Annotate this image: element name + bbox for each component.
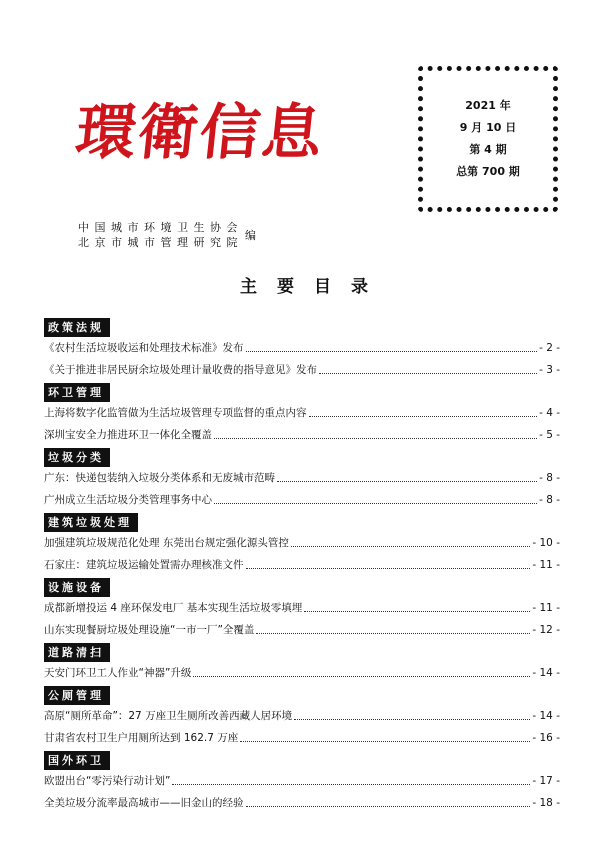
leader-dots (246, 568, 531, 569)
section-heading: 国外环卫 (44, 751, 110, 770)
toc-entry[interactable] (44, 770, 560, 792)
toc-section (44, 511, 560, 576)
leader-dots (256, 633, 530, 634)
toc-entry-title: 广州成立生活垃圾分类管理事务中心 (44, 494, 212, 506)
leader-dots (291, 546, 531, 547)
toc-entry[interactable] (44, 705, 560, 727)
toc-entry-page: - 17 - (532, 775, 560, 787)
leader-dots (246, 806, 531, 807)
editor-mark: 编 (245, 229, 256, 242)
section-heading: 建筑垃圾处理 (44, 513, 138, 532)
toc-section (44, 641, 560, 684)
toc-entry-page: - 3 - (539, 364, 560, 376)
toc-entry[interactable] (44, 424, 560, 446)
editors (78, 218, 256, 252)
issue-date: 9 月 10 日 (459, 121, 517, 134)
section-heading: 垃圾分类 (44, 448, 110, 467)
toc-entry[interactable] (44, 402, 560, 424)
editor-org-2: 北京市城市管理研究院 (78, 236, 243, 249)
toc-entry-page: - 12 - (532, 624, 560, 636)
toc-entry[interactable] (44, 532, 560, 554)
toc-section (44, 446, 560, 511)
leader-dots (294, 719, 530, 720)
leader-dots (277, 481, 537, 482)
toc-entry-page: - 2 - (539, 342, 560, 354)
leader-dots (309, 416, 538, 417)
toc-entry-page: - 11 - (532, 559, 560, 571)
toc-entry[interactable] (44, 619, 560, 641)
leader-dots (172, 784, 530, 785)
toc-entry-title: 石家庄：建筑垃圾运输处置需办理核准文件 (44, 559, 244, 571)
toc-entry-page: - 14 - (532, 667, 560, 679)
toc-entry[interactable] (44, 337, 560, 359)
toc-entry-title: 《关于推进非居民厨余垃圾处理计量收费的指导意见》发布 (44, 364, 317, 376)
toc-entry[interactable] (44, 727, 560, 749)
toc-entry[interactable] (44, 597, 560, 619)
toc-entry-title: 《农村生活垃圾收运和处理技术标准》发布 (44, 342, 244, 354)
toc-section (44, 749, 560, 814)
leader-dots (193, 676, 530, 677)
toc-section (44, 684, 560, 749)
leader-dots (240, 741, 530, 742)
toc-entry-title: 全美垃圾分流率最高城市——旧金山的经验 (44, 797, 244, 809)
toc-entry-page: - 4 - (539, 407, 560, 419)
issue-info-box (418, 66, 558, 212)
leader-dots (246, 351, 538, 352)
issue-total: 总第 700 期 (456, 165, 520, 178)
toc-entry-title: 上海将数字化监管做为生活垃圾管理专项监督的重点内容 (44, 407, 307, 419)
toc-entry-page: - 5 - (539, 429, 560, 441)
toc-entry-title: 广东：快递包装纳入垃圾分类体系和无废城市范畴 (44, 472, 275, 484)
toc-entry-title: 深圳宝安全力推进环卫一体化全覆盖 (44, 429, 212, 441)
section-heading: 道路清扫 (44, 643, 110, 662)
toc-entry[interactable] (44, 792, 560, 814)
toc-entry-title: 欧盟出台“零污染行动计划” (44, 775, 171, 787)
leader-dots (214, 438, 537, 439)
leader-dots (319, 373, 537, 374)
toc-entry-title: 成都新增投运 4 座环保发电厂 基本实现生活垃圾零填埋 (44, 602, 303, 614)
toc-entry-page: - 8 - (539, 494, 560, 506)
toc-entry-page: - 16 - (532, 732, 560, 744)
editor-org-1: 中国城市环境卫生协会 (78, 221, 243, 234)
toc-entry[interactable] (44, 489, 560, 511)
toc-section (44, 316, 560, 381)
table-of-contents (44, 316, 560, 814)
section-heading: 政策法规 (44, 318, 110, 337)
section-heading: 公厕管理 (44, 686, 110, 705)
toc-section (44, 576, 560, 641)
toc-entry[interactable] (44, 467, 560, 489)
section-heading: 环卫管理 (44, 383, 110, 402)
issue-year: 2021 年 (465, 99, 511, 112)
toc-entry-page: - 8 - (539, 472, 560, 484)
issue-number: 第 4 期 (469, 143, 507, 156)
masthead-logo: 環衛信息 (72, 98, 328, 168)
toc-entry[interactable] (44, 662, 560, 684)
toc-entry-page: - 14 - (532, 710, 560, 722)
toc-entry-page: - 10 - (532, 537, 560, 549)
toc-entry-title: 加强建筑垃圾规范化处理 东莞出台规定强化源头管控 (44, 537, 289, 549)
toc-entry-page: - 11 - (532, 602, 560, 614)
toc-entry[interactable] (44, 554, 560, 576)
toc-title: 主要目录 (240, 277, 388, 297)
toc-entry-title: 甘肃省农村卫生户用厕所达到 162.7 万座 (44, 732, 239, 744)
toc-entry-title: 天安门环卫工人作业“神器”升级 (44, 667, 192, 679)
section-heading: 设施设备 (44, 578, 110, 597)
leader-dots (214, 503, 537, 504)
toc-entry-title: 高原“厕所革命”：27 万座卫生厕所改善西藏人居环境 (44, 710, 293, 722)
leader-dots (304, 611, 530, 612)
toc-entry-title: 山东实现餐厨垃圾处理设施“一市一厂”全覆盖 (44, 624, 255, 636)
toc-entry-page: - 18 - (532, 797, 560, 809)
toc-section (44, 381, 560, 446)
toc-entry[interactable] (44, 359, 560, 381)
